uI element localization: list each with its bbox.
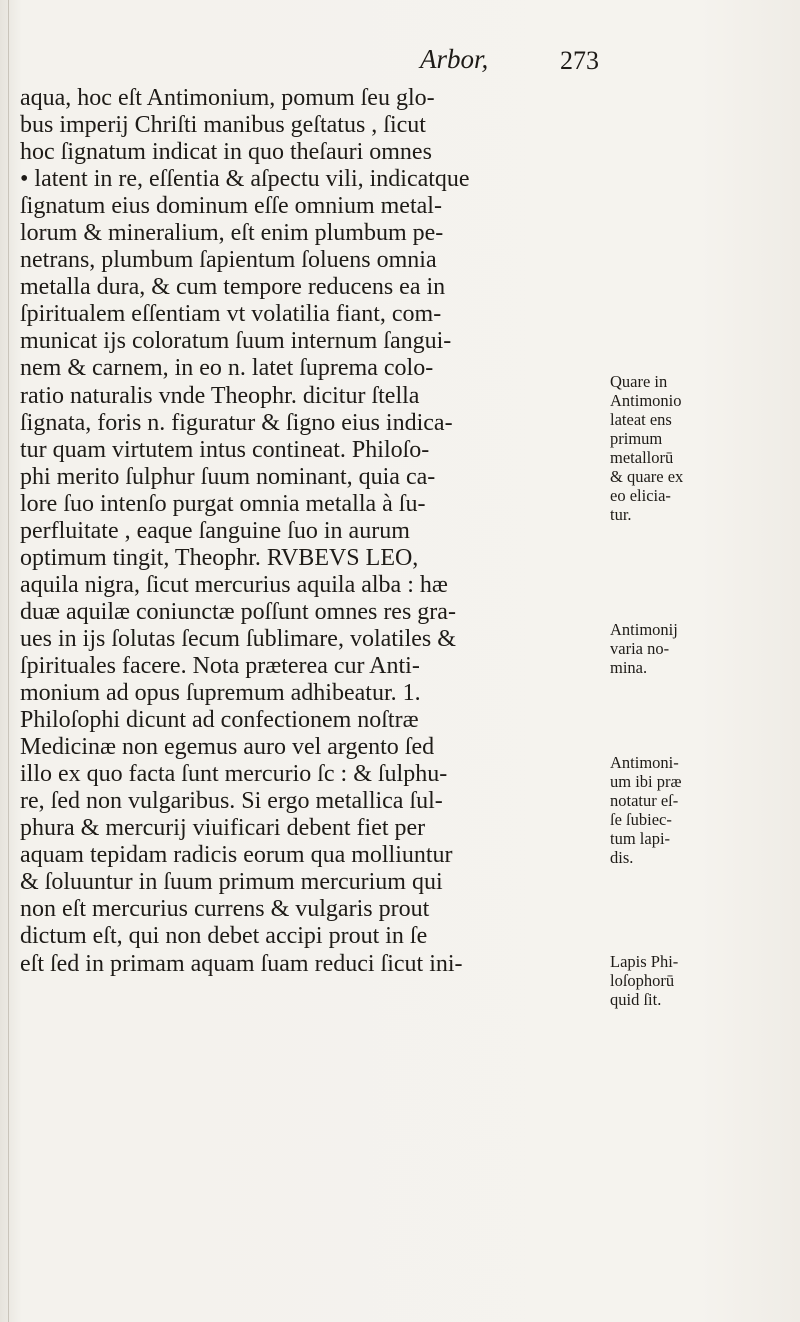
text-line: lore ſuo intenſo purgat omnia metalla à ſu- bbox=[20, 490, 426, 517]
text-line: eſt ſed in primam aquam ſuam reduci ſicut ini- bbox=[20, 950, 463, 977]
text-line: metalla dura, & cum tempore reducens ea in bbox=[20, 274, 446, 301]
text-line: ſpirituales facere. Nota præterea cur Anti- bbox=[20, 652, 420, 679]
text-line: • latent in re, eſſentia & aſpectu vili, indicatque bbox=[20, 166, 470, 193]
text-line: aquila nigra, ſicut mercurius aquila alba : hæ bbox=[20, 571, 448, 598]
text-line: non eſt mercurius currens & vulgaris prout bbox=[20, 896, 430, 923]
text-line: Medicinæ non egemus auro vel argento ſed bbox=[20, 734, 435, 761]
margin-note-quare-in-antimonio bbox=[610, 372, 790, 524]
note-line: tum lapi- bbox=[610, 829, 671, 848]
text-line: ratio naturalis vnde Theophr. dicitur ſtella bbox=[20, 382, 420, 409]
text-line: Philoſophi dicunt ad confectionem noſtræ bbox=[20, 707, 419, 734]
note-line: & quare ex bbox=[610, 467, 684, 486]
running-title: Arbor, bbox=[420, 44, 489, 74]
text-line: aquam tepidam radicis eorum qua molliuntur bbox=[20, 842, 453, 869]
page-header bbox=[420, 44, 720, 78]
note-line: primum bbox=[610, 429, 663, 448]
margin-note-lapis-philosophorum bbox=[610, 952, 790, 1009]
note-line: Antimonio bbox=[610, 391, 682, 410]
text-line: hoc ſignatum indicat in quo theſauri omnes bbox=[20, 139, 432, 166]
note-line: varia no- bbox=[610, 639, 670, 658]
text-line: aqua, hoc eſt Antimonium, pomum ſeu glo- bbox=[20, 85, 435, 111]
text-line: phi merito ſulphur ſuum nominant, quia ca- bbox=[20, 463, 436, 490]
text-line: municat ijs coloratum ſuum internum ſangui- bbox=[20, 328, 452, 355]
page-number: 273 bbox=[560, 46, 599, 75]
text-line: dictum eſt, qui non debet accipi prout in ſe bbox=[20, 923, 428, 950]
text-line: perfluitate , eaque ſanguine ſuo in aurum bbox=[20, 517, 410, 544]
note-line: Lapis Phi- bbox=[610, 952, 679, 971]
text-line: phura & mercurij viuificari debent fiet per bbox=[20, 815, 426, 842]
margin-note-antimonij-nomina bbox=[610, 620, 790, 677]
note-line: ſe ſubiec- bbox=[610, 810, 672, 829]
text-line: ues in ijs ſolutas ſecum ſublimare, volatiles & bbox=[20, 625, 456, 652]
text-line: bus imperij Chriſti manibus geſtatus , ſicut bbox=[20, 112, 426, 139]
text-line: & ſoluuntur in ſuum primum mercurium qui bbox=[20, 869, 443, 896]
text-line: lorum & mineralium, eſt enim plumbum pe- bbox=[20, 220, 444, 247]
text-line: nem & carnem, in eo n. latet ſuprema colo- bbox=[20, 355, 434, 382]
note-line: lateat ens bbox=[610, 410, 672, 429]
note-line: metallorū bbox=[610, 448, 674, 467]
note-line: dis. bbox=[610, 848, 634, 867]
note-line: Antimonij bbox=[610, 620, 678, 639]
text-line: ſpiritualem eſſentiam vt volatilia fiant, com- bbox=[20, 301, 442, 328]
text-line: ſignata, foris n. figuratur & ſigno eius indica- bbox=[20, 409, 453, 436]
note-line: tur. bbox=[610, 505, 632, 524]
text-line: illo ex quo facta ſunt mercurio ſc : & ſulphu- bbox=[20, 761, 448, 788]
margin-note-subiectum-lapidis bbox=[610, 753, 790, 867]
binding-edge bbox=[8, 0, 9, 1322]
text-line: netrans, plumbum ſapientum ſoluens omnia bbox=[20, 247, 437, 274]
text-line: tur quam virtutem intus contineat. Philoſo- bbox=[20, 436, 430, 463]
text-line: monium ad opus ſupremum adhibeatur. 1. bbox=[20, 680, 421, 707]
note-line: um ibi præ bbox=[610, 772, 682, 791]
main-text-block bbox=[20, 85, 600, 978]
note-line: quid ſit. bbox=[610, 990, 662, 1009]
text-line: re, ſed non vulgaribus. Si ergo metallica ſul- bbox=[20, 788, 443, 815]
note-line: notatur eſ- bbox=[610, 791, 679, 810]
note-line: Antimoni- bbox=[610, 753, 679, 772]
note-line: mina. bbox=[610, 658, 648, 677]
text-line: duæ aquilæ coniunctæ poſſunt omnes res gra- bbox=[20, 598, 456, 625]
note-line: Quare in bbox=[610, 372, 668, 391]
text-line: optimum tingit, Theophr. RVBEVS LEO, bbox=[20, 544, 419, 571]
note-line: loſophorū bbox=[610, 971, 675, 990]
text-line: ſignatum eius dominum eſſe omnium metal- bbox=[20, 193, 442, 220]
note-line: eo elicia- bbox=[610, 486, 671, 505]
